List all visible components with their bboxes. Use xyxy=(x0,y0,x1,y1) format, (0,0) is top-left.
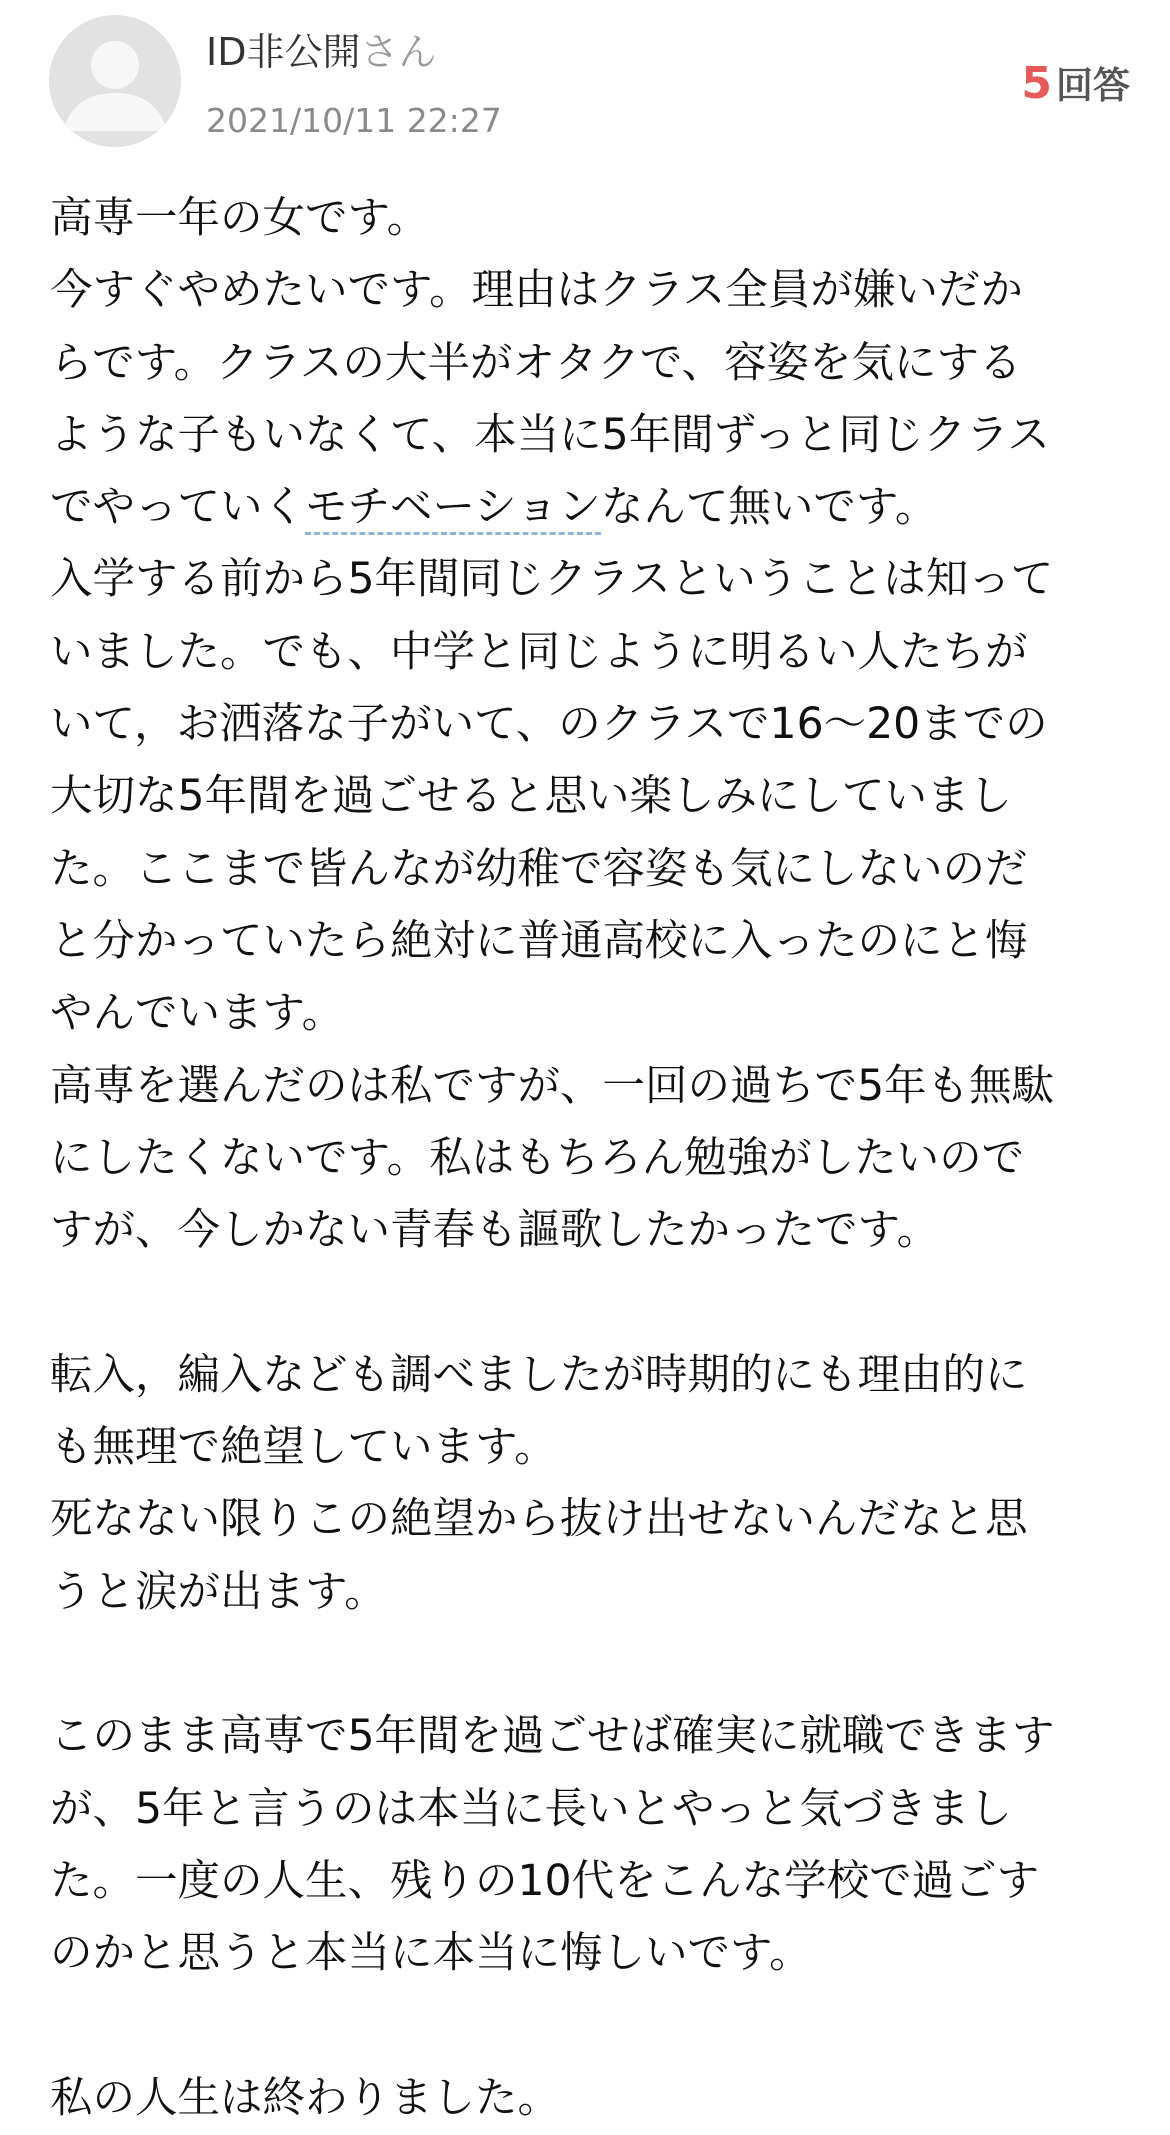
default-user-icon xyxy=(49,15,181,147)
body-line: 死なない限りこの絶望から抜け出せないんだなと思 xyxy=(50,1495,1028,1545)
answer-count-number: 5 xyxy=(1021,58,1052,109)
body-line: ような子もいなくて、本当に5年間ずっと同じクラス xyxy=(50,410,1050,460)
body-line-with-link xyxy=(50,472,1130,544)
body-line: が、5年と言うのは本当に長いとやっと気づきまし xyxy=(50,1784,1013,1834)
body-line: 私の人生は終わりました。 xyxy=(50,2073,561,2123)
body-line: うと涙が出ます。 xyxy=(50,1567,387,1617)
body-line-tail: なんて無いです。 xyxy=(600,483,938,533)
answer-count-label: 回答 xyxy=(1056,64,1130,107)
question-header xyxy=(0,0,1170,170)
body-line: 入学する前から5年間同じクラスということは知って xyxy=(50,555,1054,605)
avatar[interactable] xyxy=(49,15,181,147)
body-line: 今すぐやめたいです。理由はクラス全員が嫌いだか xyxy=(50,266,1023,316)
blank-line xyxy=(50,1629,1130,1701)
body-line: た。ここまで皆んなが幼稚で容姿も気にしないのだ xyxy=(50,844,1028,894)
body-line: と分かっていたら絶対に普通高校に入ったのにと悔 xyxy=(50,916,1028,966)
body-line: このまま高専で5年間を過ごせば確実に就職できます xyxy=(50,1712,1055,1762)
body-line: いて，お洒落な子がいて、のクラスで16〜20までの xyxy=(50,700,1048,750)
body-line: のかと思うと本当に本当に悔しいです。 xyxy=(50,1929,812,1979)
body-line-head: でやっていく xyxy=(50,483,306,533)
post-date: 2021/10/11 22:27 xyxy=(206,101,502,140)
body-line: 転入，編入なども調べましたが時期的にも理由的に xyxy=(50,1350,1028,1400)
body-line: いました。でも、中学と同じように明るい人たちが xyxy=(50,627,1028,677)
body-line: も無理で絶望しています。 xyxy=(50,1423,557,1473)
body-line: た。一度の人生、残りの10代をこんな学校で過ごす xyxy=(50,1856,1040,1906)
question-body xyxy=(50,183,1130,2135)
blank-line xyxy=(50,1990,1130,2062)
body-line: すが、今しかない青春も謳歌したかったです。 xyxy=(50,1206,940,1256)
user-honorific: さん xyxy=(360,30,437,74)
body-line: 大切な5年間を過ごせると思い楽しみにしていまし xyxy=(50,772,1013,822)
blank-line xyxy=(50,1267,1130,1339)
body-line: らです。クラスの大半がオタクで、容姿を気にする xyxy=(50,338,1022,388)
answer-count[interactable] xyxy=(1021,60,1130,117)
body-line: 高専を選んだのは私ですが、一回の過ちで5年も無駄 xyxy=(50,1061,1055,1111)
body-line: やんでいます。 xyxy=(50,989,345,1039)
user-id: ID非公開 xyxy=(206,30,361,74)
body-line: にしたくないです。私はもちろん勉強がしたいので xyxy=(50,1133,1025,1183)
user-name xyxy=(206,28,436,76)
keyword-link[interactable]: モチベーション xyxy=(305,483,601,535)
body-line: 高専一年の女です。 xyxy=(50,194,430,243)
